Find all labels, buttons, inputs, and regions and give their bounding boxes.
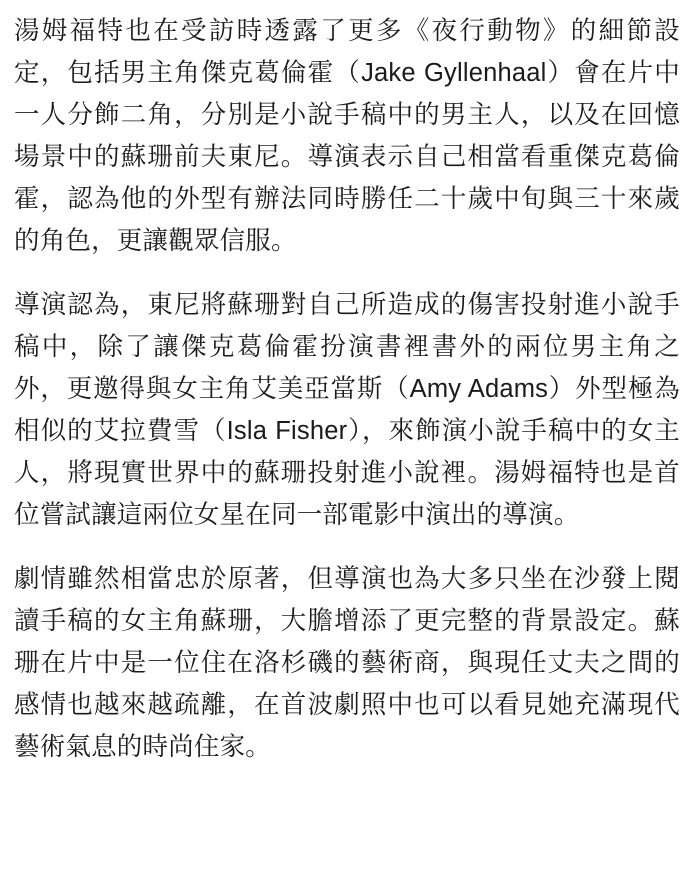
article-paragraph: 導演認為，東尼將蘇珊對自己所造成的傷害投射進小說手稿中，除了讓傑克葛倫霍扮演書裡書外的兩位男主角之外，更邀得與女主角艾美亞當斯（Amy Adams）外型極為相似的艾拉費雪（Isla Fisher），來飾演小說手稿中的女主人，將現實世界中的蘇珊投射進小說裡。湯姆福特也是首位嘗試讓這兩位女星在同一部電影中演出的導演。 (14, 291, 680, 529)
article-paragraph: 劇情雖然相當忠於原著，但導演也為大多只坐在沙發上閱讀手稿的女主角蘇珊，大膽增添了更完整的背景設定。蘇珊在片中是一位住在洛杉磯的藝術商，與現任丈夫之間的感情也越來越疏離，在首波劇照中也可以看見她充滿現代藝術氣息的時尚住家。 (14, 565, 680, 761)
article-paragraph: 湯姆福特也在受訪時透露了更多《夜行動物》的細節設定，包括男主角傑克葛倫霍（Jake Gyllenhaal）會在片中一人分飾二角，分別是小說手稿中的男主人，以及在回憶場景中的蘇珊前夫東尼。導演表示自己相當看重傑克葛倫霍，認為他的外型有辦法同時勝任二十歲中旬與三十來歲的角色，更讓觀眾信服。 (14, 17, 680, 255)
